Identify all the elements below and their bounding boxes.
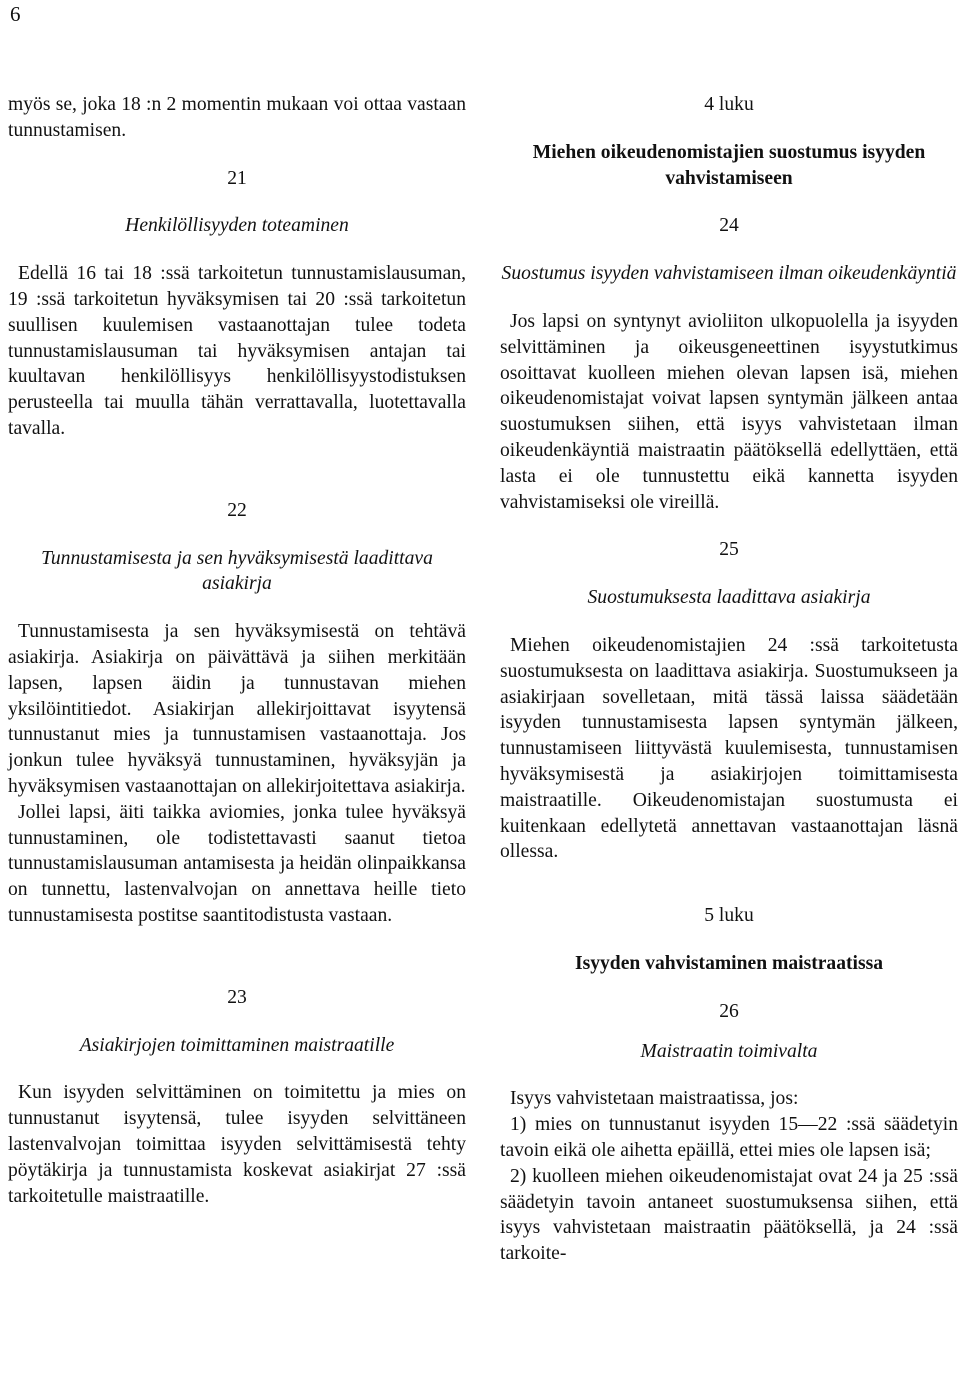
section-26-item-1: 1) mies on tunnustanut isyyden 15—22 :ssä säädetyin tavoin eikä ole aihetta epäillä, ettei mies ole lapsen isä;	[500, 1114, 958, 1161]
section-22-paragraph-1: Tunnustamisesta ja sen hyväksymisestä on tehtävä asiakirja. Asiakirja on päivättävä ja siihen merkitään lapsen, lapsen äidin ja tunnustavan miehen yksilöintitiedot. Asiakirjan allekirjoittavat isyytensä tunnustanut mies ja tunnustamisen vastaanottaja. Jos jonkun tulee hyväksyä tunnustaminen, hyväksyjän ja hyväksymisen vastaanottajan on allekirjoitettava asiakirja.	[8, 621, 466, 797]
section-26-item-2: 2) kuolleen miehen oikeudenomistajat ovat 24 ja 25 :ssä säädetyin tavoin antaneet suostumuksensa siihen, että isyys vahvistetaan maistraatin päätöksellä, ja 24 :ssä tarkoite-	[500, 1165, 958, 1265]
section-26-intro: Isyys vahvistetaan maistraatissa, jos:	[510, 1088, 799, 1110]
section-24-title: Suostumus isyyden vahvistamiseen ilman oikeudenkäyntiä	[501, 263, 957, 285]
chapter-4-title: Miehen oikeudenomistajien suostumus isyyden vahvistamiseen	[532, 141, 926, 189]
section-21-title: Henkilöllisyyden toteaminen	[125, 215, 349, 237]
section-25-paragraph: Miehen oikeudenomistajien 24 :ssä tarkoitetusta suostumuksesta on laadittava asiakirja. Suostumukseen ja asiakirjaan sovelletaan, mitä tässä laissa säädetään isyyden tunnustamisesta lapsen syntymän jälkeen, tunnustamiseen liittyvästä kuulemisesta, tunnustamisen hyväksymisestä ja asiakirjojen toimittamisesta maistraatille. Oikeudenomistajan suostumusta ei kuitenkaan edellytetä annettavan vastaanottajan läsnä ollessa.	[500, 634, 958, 863]
section-24-number: 24	[719, 215, 739, 237]
section-22-title: Tunnustamisesta ja sen hyväksymisestä laadittava asiakirja	[41, 547, 433, 595]
section-23-paragraph: Kun isyyden selvittäminen on toimitettu ja mies on tunnustanut isyytensä, tulee isyyden selvittäneen lastenvalvojan toimittaa isyyden selvittämisestä tehty pöytäkirja ja tunnustamista koskevat asiakirjat 27 :ssä tarkoitetulle maistraatille.	[8, 1082, 466, 1207]
section-26-title: Maistraatin toimivalta	[640, 1040, 818, 1062]
section-23-title: Asiakirjojen toimittaminen maistraatille	[79, 1034, 395, 1056]
section-24-paragraph: Jos lapsi on syntynyt avioliiton ulkopuolella ja isyyden selvittäminen ja oikeusgeneettinen isyystutkimus osoittavat kuolleen miehen olevan lapsen isä, miehen oikeudenomistajat voivat lapsen syntymän jälkeen antaa suostumuksen siihen, että isyys vahvistetaan ilman oikeudenkäyntiä maistraatin päätöksellä edellyttäen, että lasta ei ole tunnustettu eikä kannetta isyyden vahvistamiseksi ole vireillä.	[500, 310, 958, 513]
section-25-title: Suostumuksesta laadittava asiakirja	[587, 587, 871, 609]
right-column	[500, 92, 958, 1267]
section-22-number: 22	[227, 499, 247, 521]
section-25-number: 25	[719, 539, 739, 561]
chapter-4-label: 4 luku	[704, 94, 754, 115]
left-column	[8, 92, 466, 1209]
section-21-number: 21	[227, 167, 247, 189]
chapter-5-title: Isyyden vahvistaminen maistraatissa	[574, 952, 884, 974]
section-23-number: 23	[227, 986, 247, 1008]
section-26-number: 26	[719, 1000, 739, 1022]
page-number: 6	[10, 2, 21, 26]
chapter-5-label: 5 luku	[704, 905, 754, 927]
intro-paragraph: myös se, joka 18 :n 2 momentin mukaan voi ottaa vastaan tunnustamisen.	[8, 94, 466, 141]
section-22-paragraph-2: Jollei lapsi, äiti taikka aviomies, jonka tulee hyväksyä tunnustaminen, ole todistettavasti saanut tietoa tunnustamislausuman antamisesta ja heidän olinpaikkansa on tunnettu, lastenvalvojan on annettava heille tieto tunnustamisesta postitse saantitodistusta vastaan.	[8, 801, 466, 926]
section-21-paragraph: Edellä 16 tai 18 :ssä tarkoitetun tunnustamislausuman, 19 :ssä tarkoitetun hyväksymisen tai 20 :ssä tarkoitetun suullisen kuulemisen vastaanottajan tulee todeta tunnustamislausuman tai hyväksymisen antajan tai kuultavan henkilöllisyys henkilöllisyystodistuksen perusteella tai muulla tähän verrattavalla, luotettavalla tavalla.	[8, 263, 466, 439]
